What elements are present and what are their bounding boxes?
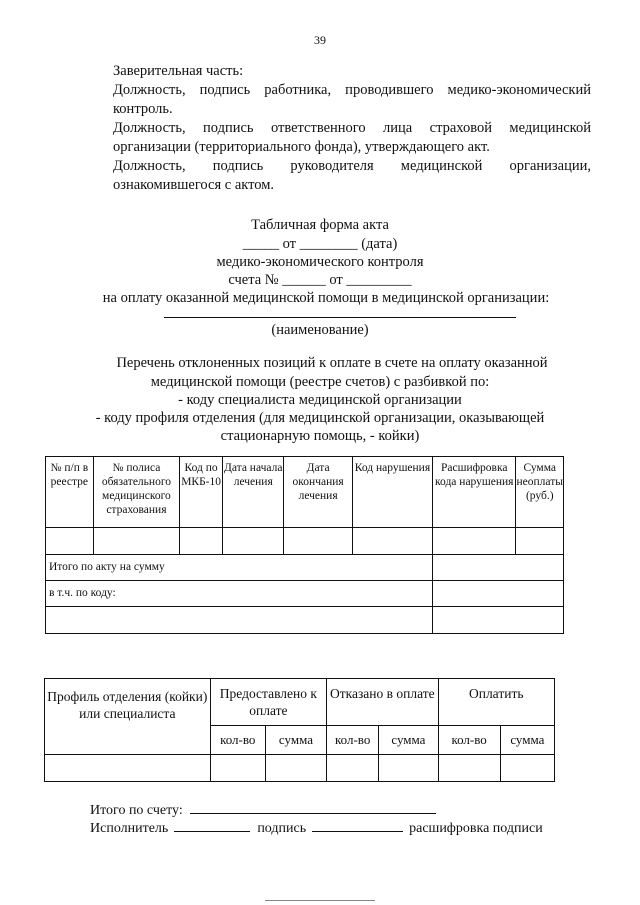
rejected-positions-table xyxy=(45,456,564,634)
col-header-icd-code: Код по МКБ-10 xyxy=(180,457,223,528)
table-cell[interactable] xyxy=(433,528,516,555)
col-header-start-date: Дата начала лечения xyxy=(223,457,284,528)
total-row xyxy=(46,555,564,581)
table-cell[interactable] xyxy=(46,528,94,555)
invoice-total-label: Итого по счету: xyxy=(90,803,183,818)
table-cell[interactable] xyxy=(180,528,223,555)
table-header-row xyxy=(45,679,555,726)
profile-summary-table xyxy=(44,678,555,782)
page-bottom-divider xyxy=(265,900,375,905)
col-header-violation-decode: Расшифровка кода нарушения xyxy=(433,457,516,528)
col-header-provided: Предоставлено к оплате xyxy=(210,679,326,726)
table-row xyxy=(45,755,555,782)
table-cell[interactable] xyxy=(516,528,564,555)
certification-line-1: Должность, подпись работника, проводившего медико-экономический контроль. xyxy=(113,82,591,117)
invoice-line: счета № ______ от _________ xyxy=(228,272,412,288)
executor-field[interactable] xyxy=(174,819,250,832)
signature-line xyxy=(90,819,543,838)
provided-count-header: кол-во xyxy=(210,726,265,755)
table-cell[interactable] xyxy=(210,755,265,782)
page-number: 39 xyxy=(314,33,326,47)
payment-line: на оплату оказанной медицинской помощи в медицинской организации: xyxy=(102,290,550,306)
table-cell[interactable] xyxy=(500,755,554,782)
table-cell[interactable] xyxy=(93,528,179,555)
name-underline xyxy=(164,317,516,318)
table-cell[interactable] xyxy=(45,755,211,782)
pay-sum-header: сумма xyxy=(500,726,554,755)
list-line-1: Перечень отклоненных позиций к оплате в счете на оплату оказанной xyxy=(116,355,548,371)
col-header-unpaid-sum: Сумма неоплаты (руб.) xyxy=(516,457,564,528)
table-cell[interactable] xyxy=(46,607,433,634)
col-header-profile: Профиль отделения (койки) или специалиста xyxy=(45,679,211,755)
col-header-refused: Отказано в оплате xyxy=(327,679,438,726)
col-header-number: № п/п в реестре xyxy=(46,457,94,528)
list-line-4: - коду профиля отделения (для медицинской организации, оказывающей xyxy=(95,410,545,426)
signature-label: подпись xyxy=(257,821,307,836)
list-line-5: стационарную помощь, - койки) xyxy=(220,428,420,444)
col-header-pay: Оплатить xyxy=(438,679,555,726)
name-caption: (наименование) xyxy=(271,322,369,338)
certification-line-3: Должность, подпись руководителя медицинской организации, ознакомившегося с актом. xyxy=(113,158,591,193)
table-cell[interactable] xyxy=(438,755,500,782)
table-cell[interactable] xyxy=(379,755,438,782)
executor-label: Исполнитель xyxy=(90,821,169,836)
list-line-2: медицинской помощи (реестре счетов) с разбивкой по: xyxy=(150,374,490,390)
table-cell[interactable] xyxy=(433,607,564,634)
form-number-line: _____ от ________ (дата) xyxy=(242,236,398,252)
total-value-cell[interactable] xyxy=(433,555,564,581)
by-code-value-cell[interactable] xyxy=(433,581,564,607)
invoice-total-line xyxy=(90,801,436,820)
table-row xyxy=(46,528,564,555)
table-cell[interactable] xyxy=(327,755,379,782)
table-cell[interactable] xyxy=(284,528,352,555)
table-cell[interactable] xyxy=(352,528,432,555)
signature-field[interactable] xyxy=(312,819,403,832)
certification-section xyxy=(113,62,591,195)
table-cell[interactable] xyxy=(223,528,284,555)
table-row xyxy=(46,607,564,634)
table-cell[interactable] xyxy=(265,755,326,782)
refused-sum-header: сумма xyxy=(379,726,438,755)
refused-count-header: кол-во xyxy=(327,726,379,755)
col-header-violation-code: Код нарушения xyxy=(352,457,432,528)
decode-label: расшифровка подписи xyxy=(409,821,543,836)
form-subtitle: медико-экономического контроля xyxy=(216,254,424,270)
by-code-row xyxy=(46,581,564,607)
certification-line-2: Должность, подпись ответственного лица страховой медицинской организации (территориального фонда), утверждающего акт. xyxy=(113,120,591,155)
by-code-label: в т.ч. по коду: xyxy=(46,581,433,607)
certification-heading: Заверительная часть: xyxy=(113,63,244,79)
pay-count-header: кол-во xyxy=(438,726,500,755)
total-label: Итого по акту на сумму xyxy=(46,555,433,581)
form-title: Табличная форма акта xyxy=(251,217,389,233)
col-header-end-date: Дата окончания лечения xyxy=(284,457,352,528)
provided-sum-header: сумма xyxy=(265,726,326,755)
list-line-3: - коду специалиста медицинской организации xyxy=(178,392,462,408)
table-header-row xyxy=(46,457,564,528)
col-header-policy: № полиса обязательного медицинского страхования xyxy=(93,457,179,528)
invoice-total-field[interactable] xyxy=(190,801,436,814)
